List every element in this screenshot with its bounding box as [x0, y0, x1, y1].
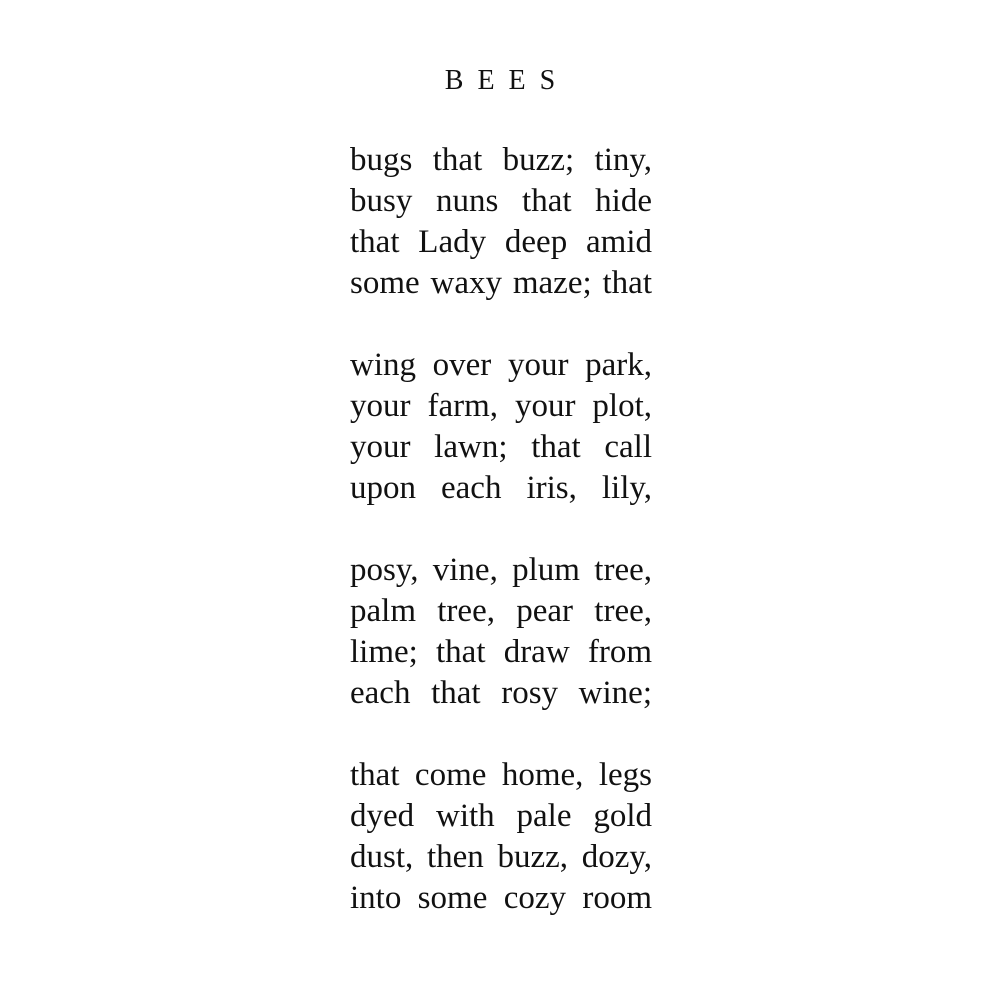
poem-body: [350, 140, 652, 960]
stanza-4: [350, 755, 652, 919]
poem-line: wing over your park,: [350, 347, 652, 383]
poem-line: posy, vine, plum tree,: [350, 552, 652, 588]
poem-line: into some cozy room: [350, 880, 652, 916]
stanza-3: [350, 550, 652, 714]
poem-line: each that rosy wine;: [350, 675, 652, 711]
poem-line: dust, then buzz, dozy,: [350, 839, 652, 875]
poem-line: that come home, legs: [350, 757, 652, 793]
poem-title: BEES: [444, 65, 570, 96]
poem-line: some waxy maze; that: [350, 265, 652, 301]
poem-line: your farm, your plot,: [350, 388, 652, 424]
poem-line: upon each iris, lily,: [350, 470, 652, 506]
stanza-1: [350, 140, 652, 304]
poem-line: busy nuns that hide: [350, 183, 652, 219]
poem-line: that Lady deep amid: [350, 224, 652, 260]
poem-line: lime; that draw from: [350, 634, 652, 670]
poem-line: bugs that buzz; tiny,: [350, 142, 652, 178]
poem-line: your lawn; that call: [350, 429, 652, 465]
stanza-2: [350, 345, 652, 509]
poem-line: dyed with pale gold: [350, 798, 652, 834]
poem-line: palm tree, pear tree,: [350, 593, 652, 629]
